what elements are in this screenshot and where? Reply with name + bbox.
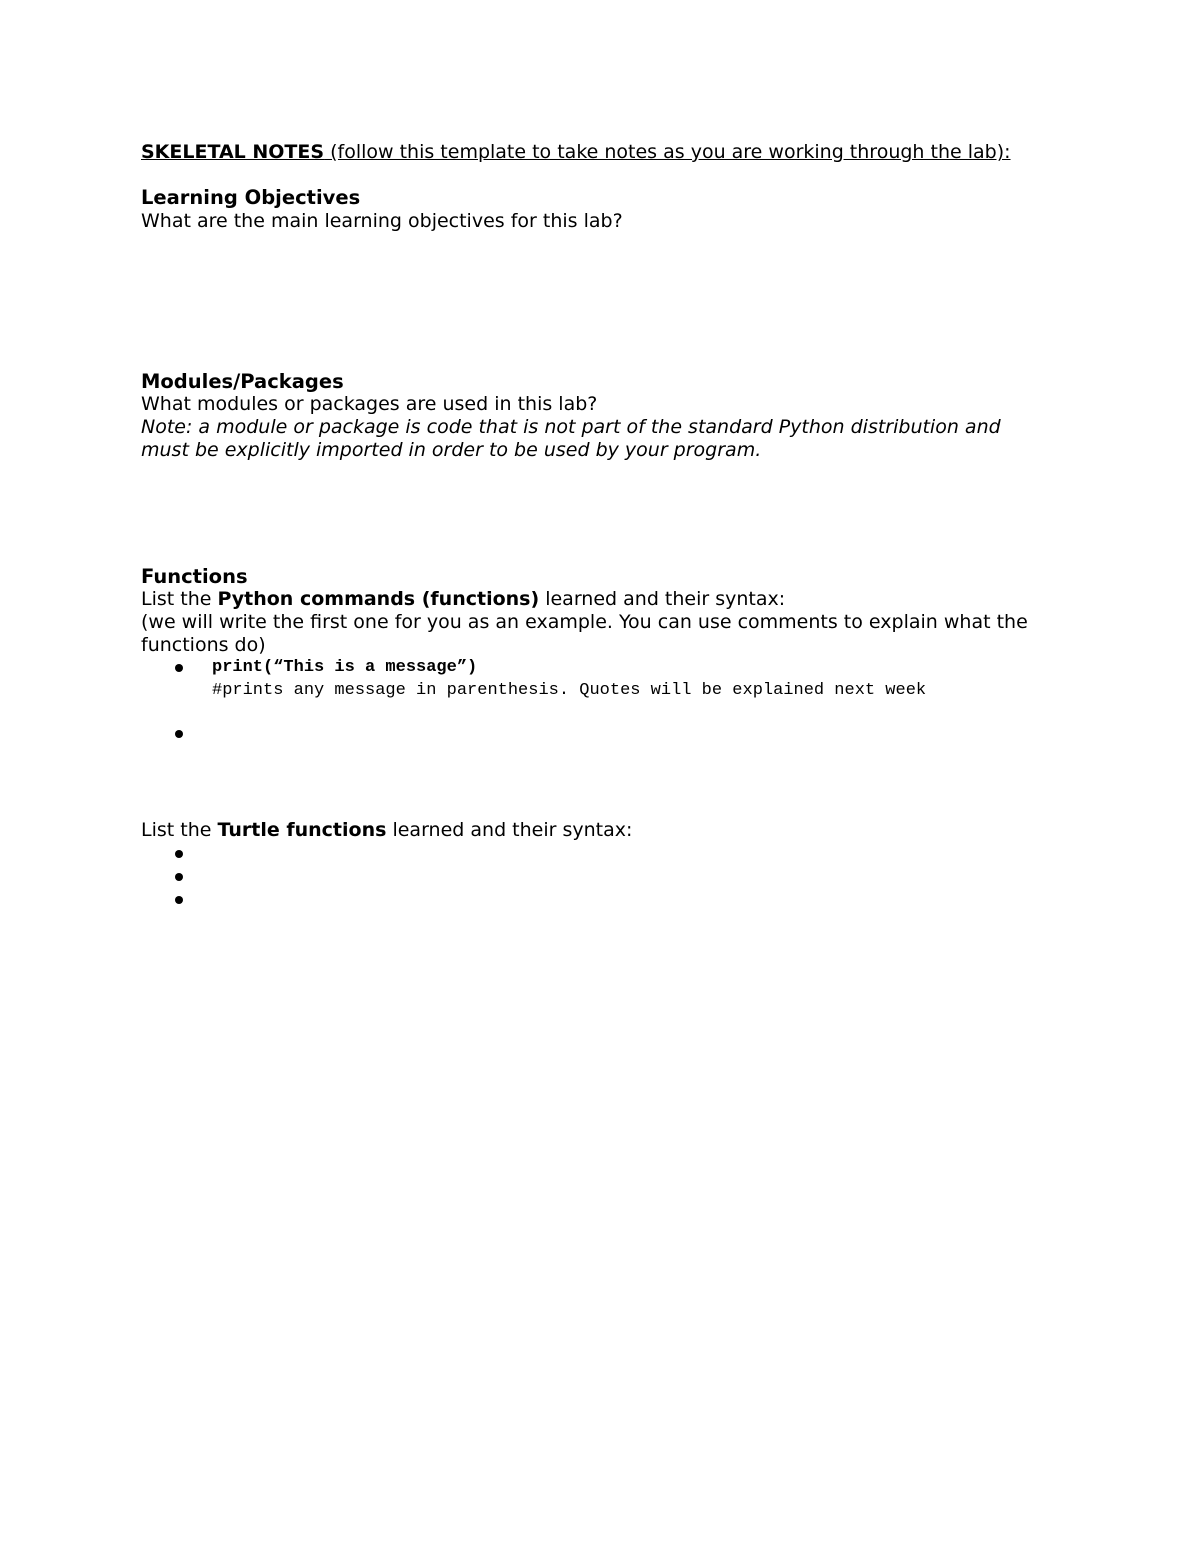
learning-objectives-heading: Learning Objectives (141, 186, 361, 209)
modules-prompt: What modules or packages are used in this lab? (141, 393, 598, 415)
turtle-prompt-suffix: learned and their syntax: (386, 819, 633, 841)
functions-prompt-bold: Python commands (functions) (217, 588, 540, 610)
functions-prompt (141, 588, 1061, 611)
functions-heading: Functions (141, 565, 248, 588)
list-item (141, 722, 1101, 745)
bullet-icon (175, 873, 183, 881)
bullet-icon (175, 664, 183, 672)
document-title (141, 141, 1061, 164)
list-item (141, 656, 1101, 702)
turtle-list (141, 842, 1101, 911)
learning-objectives-prompt: What are the main learning objectives for this lab? (141, 210, 623, 232)
functions-prompt-suffix: learned and their syntax: (539, 588, 786, 610)
list-item (141, 842, 1101, 865)
functions-prompt-prefix: List the (141, 588, 218, 610)
example-comment: #prints any message in parenthesis. Quotes will be explained next week (212, 681, 927, 700)
modules-heading: Modules/Packages (141, 370, 344, 393)
bullet-icon (175, 896, 183, 904)
modules-note: Note: a module or package is code that is not part of the standard Python distribution and must be explicitly imported in order to be used by your program. (141, 416, 1001, 461)
title-label: SKELETAL NOTES (141, 141, 325, 163)
functions-list (141, 656, 1101, 745)
title-rest: (follow this template to take notes as you are working through the lab): (324, 141, 1011, 163)
bullet-icon (175, 850, 183, 858)
functions-instruction: (we will write the first one for you as an example. You can use comments to explain what the functions do) (141, 611, 1028, 656)
list-item (141, 865, 1101, 888)
turtle-prompt (141, 819, 1061, 842)
bullet-icon (175, 730, 183, 738)
turtle-prompt-prefix: List the (141, 819, 218, 841)
list-item (141, 888, 1101, 911)
turtle-prompt-bold: Turtle functions (217, 819, 387, 841)
example-code: print(“This is a message”) (212, 658, 478, 677)
